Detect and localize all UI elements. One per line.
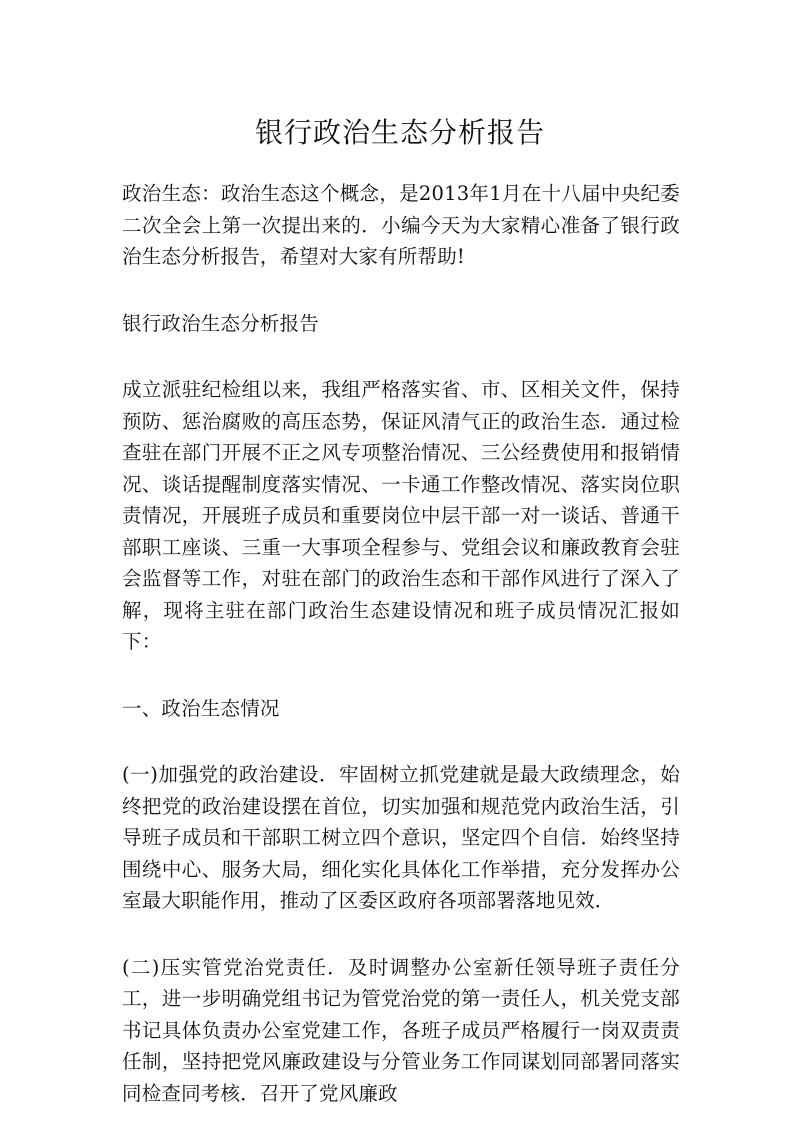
overview-paragraph: 成立派驻纪检组以来，我组严格落实省、市、区相关文件，保持预防、惩治腐败的高压态势，保证风清气正的政治生态．通过检查驻在部门开展不正之风专项整治情况、三公经费使用和报销情况、谈话提醒制度落实情况、一卡通工作整改情况、落实岗位职责情况，开展班子成员和重要岗位中层干部一对一谈话、普通干部职工座谈、三重一大事项全程参与、党组会议和廉政教育会驻会监督等工作，对驻在部门的政治生态和干部作风进行了深入了解，现将主驻在部门政治生态建设情况和班子成员情况汇报如下： [122, 378, 680, 653]
paragraph-party-political-building: (一)加强党的政治建设．牢固树立抓党建就是最大政绩理念，始终把党的政治建设摆在首位，切实加强和规范党内政治生活，引导班子成员和干部职工树立四个意识，坚定四个自信．始终坚持围绕中心、服务大局，细化实化具体化工作举措，充分发挥办公室最大职能作用，推动了区委区政府各项部署落地见效． [122, 763, 680, 912]
report-subtitle: 银行政治生态分析报告 [122, 311, 320, 335]
document-body [122, 178, 680, 1109]
paragraph-party-governance-responsibility: (二)压实管党治党责任．及时调整办公室新任领导班子责任分工，进一步明确党组书记为管党治党的第一责任人，机关党支部书记具体负责办公室党建工作，各班子成员严格履行一岗双责责任制，坚持把党风廉政建设与分管业务工作同谋划同部署同落实同检查同考核．召开了党风廉政 [122, 955, 680, 1105]
document-title: 银行政治生态分析报告 [254, 116, 545, 149]
section-heading-political-ecology: 一、政治生态情况 [122, 696, 280, 720]
intro-paragraph: 政治生态：政治生态这个概念，是2013年1月在十八届中央纪委二次全会上第一次提出来的．小编今天为大家精心准备了银行政治生态分析报告，希望对大家有所帮助! [122, 182, 680, 268]
